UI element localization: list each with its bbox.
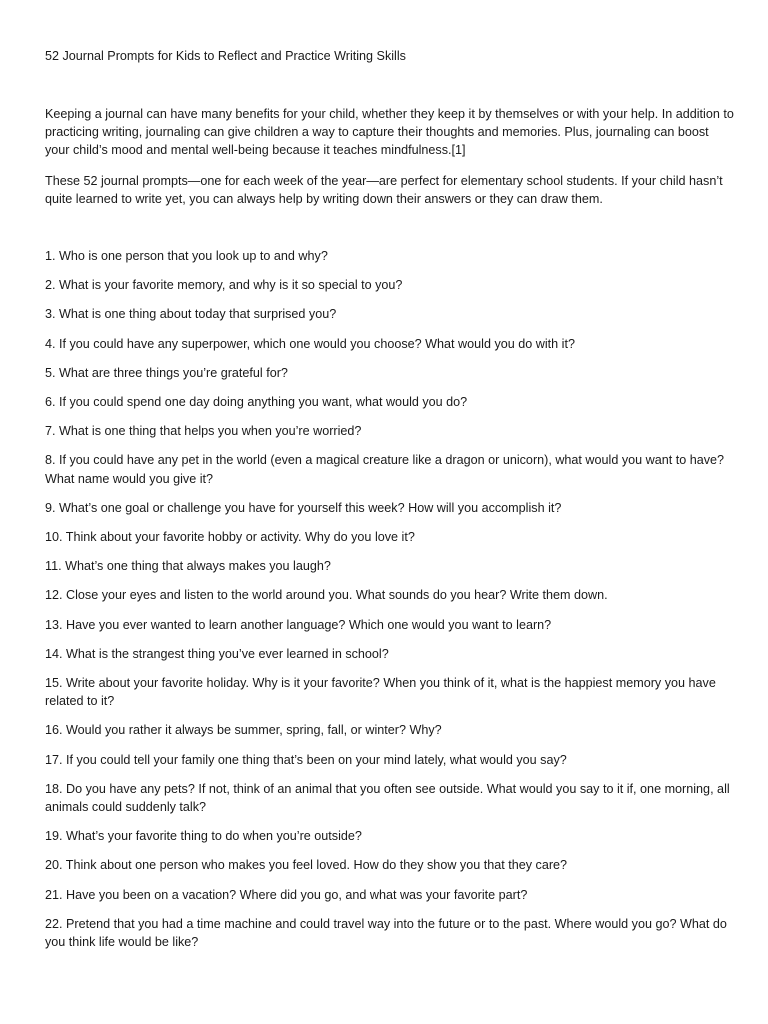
prompt-item: 12. Close your eyes and listen to the world around you. What sounds do you hear? Write them down. [45, 588, 608, 603]
prompt-item: 10. Think about your favorite hobby or activity. Why do you love it? [45, 530, 415, 545]
prompt-item: 2. What is your favorite memory, and why is it so special to you? [45, 278, 403, 293]
prompt-item: 15. Write about your favorite holiday. Why is it your favorite? When you think of it, what is the happiest memory you have related to it? [45, 676, 716, 709]
prompt-item: 9. What’s one goal or challenge you have for yourself this week? How will you accomplish it? [45, 500, 562, 515]
prompt-list [45, 247, 735, 962]
prompt-item: 6. If you could spend one day doing anything you want, what would you do? [45, 395, 468, 410]
prompt-item: 13. Have you ever wanted to learn another language? Which one would you want to learn? [45, 617, 552, 632]
prompt-item: 21. Have you been on a vacation? Where did you go, and what was your favorite part? [45, 887, 528, 902]
prompt-item: 22. Pretend that you had a time machine and could travel way into the future or to the past. Where would you go? What do you think life would be like? [45, 916, 727, 950]
prompt-item: 5. What are three things you’re grateful for? [45, 365, 288, 380]
prompt-item: 17. If you could tell your family one thing that’s been on your mind lately, what would you say? [45, 752, 567, 767]
prompt-item: 3. What is one thing about today that surprised you? [45, 307, 337, 322]
prompt-item: 11. What’s one thing that always makes you laugh? [45, 559, 331, 574]
prompt-item: 20. Think about one person who makes you feel loved. How do they show you that they care? [45, 858, 568, 873]
prompt-item: 1. Who is one person that you look up to and why? [45, 249, 328, 263]
prompt-item: 4. If you could have any superpower, which one would you choose? What would you do with it? [45, 336, 575, 351]
prompt-item: 7. What is one thing that helps you when you’re worried? [45, 424, 362, 439]
intro-paragraph: Keeping a journal can have many benefits for your child, whether they keep it by themselves or with your help. In addition to practicing writing, journaling can give children a way to capture their thoughts and memories. Plus, journaling can boost your child’s mood and mental well-being because it teaches mindfulness.[1] [45, 107, 734, 158]
prompt-item: 19. What’s your favorite thing to do when you’re outside? [45, 829, 362, 844]
prompt-item: 14. What is the strangest thing you’ve ever learned in school? [45, 646, 389, 661]
prompt-item: 8. If you could have any pet in the world (even a magical creature like a dragon or unicorn), what would you want to have? What name would you give it? [45, 453, 725, 486]
document-title: 52 Journal Prompts for Kids to Reflect and Practice Writing Skills [45, 49, 406, 63]
prompt-item: 18. Do you have any pets? If not, think of an animal that you often see outside. What would you say to it if, one morning, all animals could suddenly talk? [45, 781, 730, 815]
prompt-item: 16. Would you rather it always be summer, spring, fall, or winter? Why? [45, 723, 442, 738]
intro-paragraph: These 52 journal prompts—one for each week of the year—are perfect for elementary school students. If your child hasn’t quite learned to write yet, you can always help by writing down their answers or they can draw them. [45, 174, 723, 207]
